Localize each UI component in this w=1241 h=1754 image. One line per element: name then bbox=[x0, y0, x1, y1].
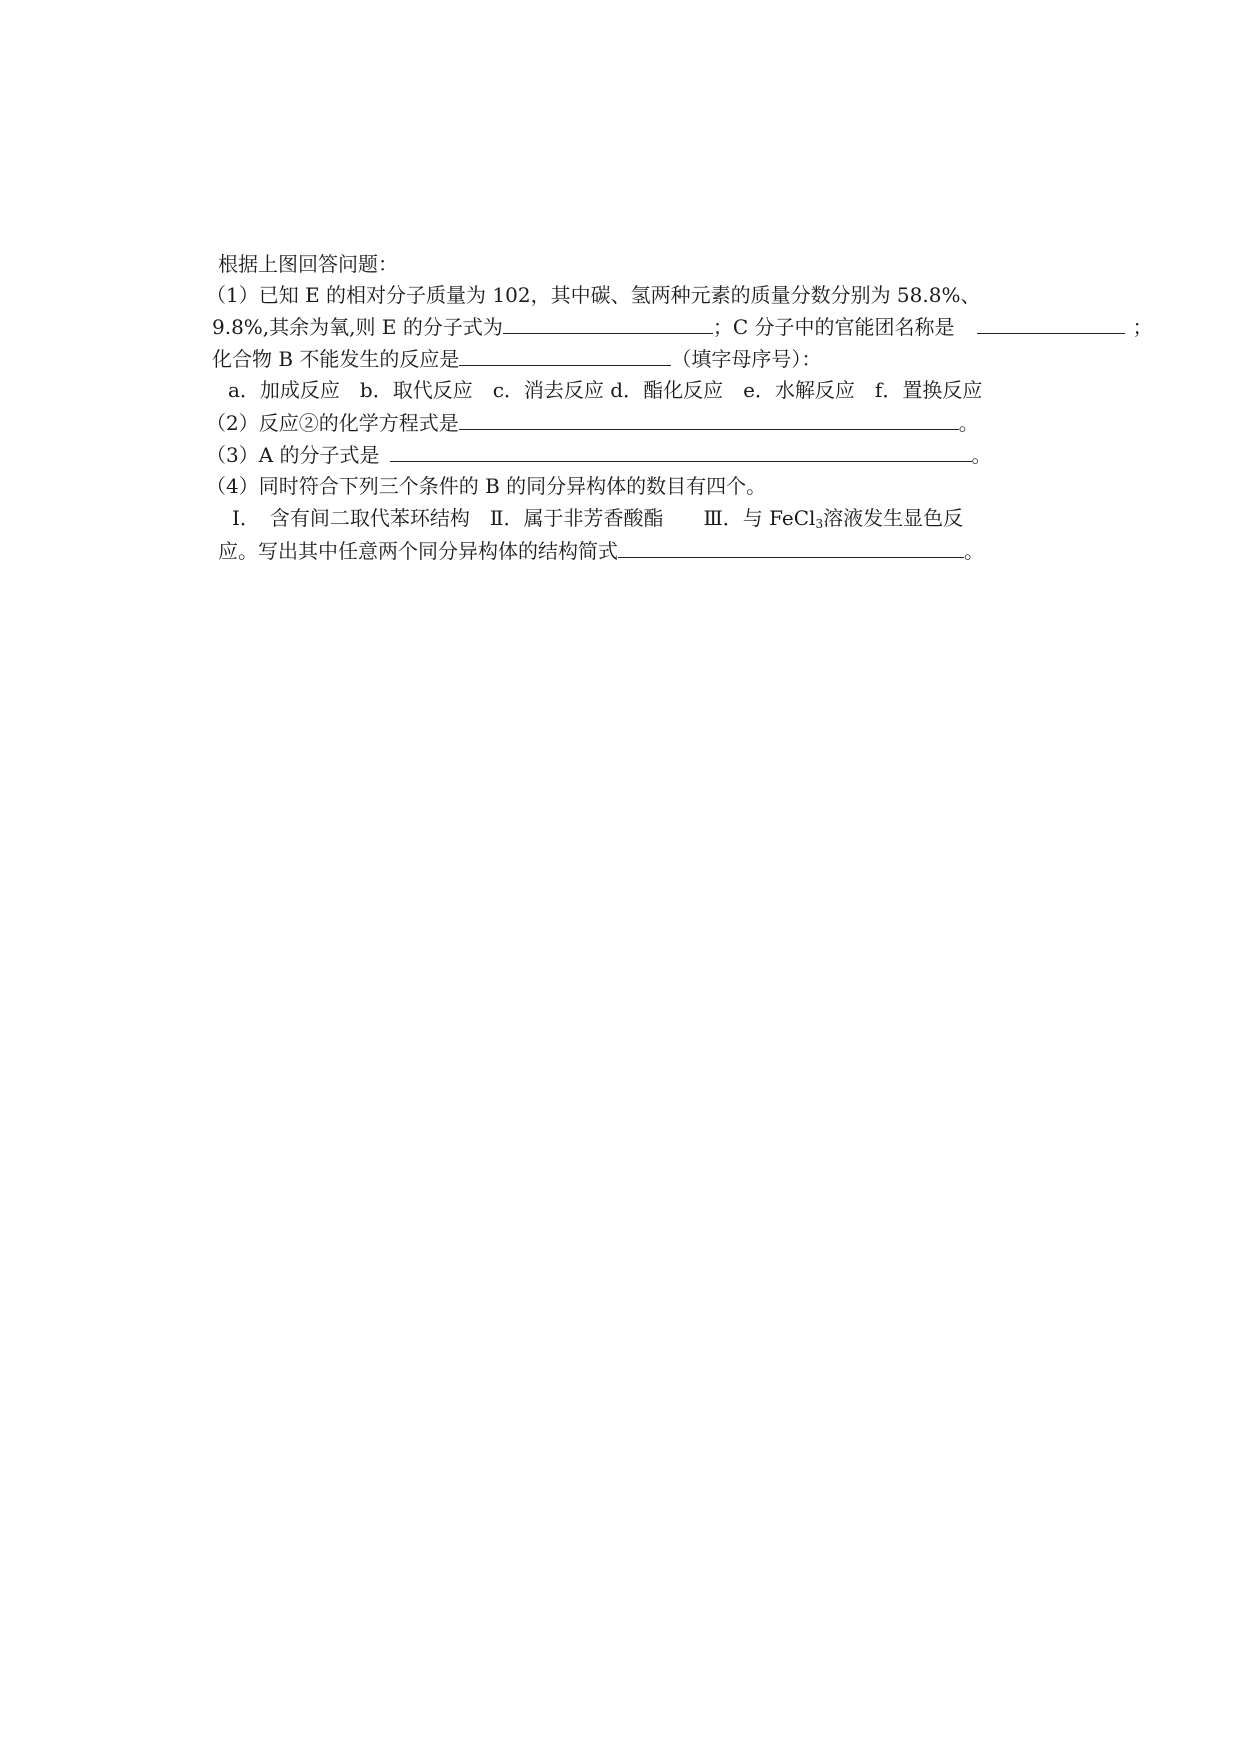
q4-line3-text: 应。写出其中任意两个同分异构体的结构简式 bbox=[218, 539, 618, 563]
q4-conditions bbox=[232, 505, 963, 531]
answer-blank-functional-group[interactable] bbox=[977, 313, 1125, 334]
q2-line bbox=[206, 409, 979, 436]
q1-line3-text-b: （填字母序号）： bbox=[671, 347, 822, 371]
q1-line3-text-a: 化合物 B 不能发生的反应是 bbox=[212, 347, 460, 371]
q1-line1: （1）已知 E 的相对分子质量为 102，其中碳、氢两种元素的质量分数分别为 58.8%、 bbox=[206, 283, 981, 307]
answer-blank-a-formula[interactable] bbox=[390, 441, 972, 462]
q2-text: （2）反应②的化学方程式是 bbox=[206, 411, 459, 435]
answer-blank-isomers[interactable] bbox=[618, 537, 964, 558]
q1-line2-text-a: 9.8%,其余为氧,则 E 的分子式为 bbox=[212, 315, 503, 339]
answer-blank-b-reaction[interactable] bbox=[459, 345, 671, 366]
q1-options: a．加成反应 b．取代反应 c．消去反应 d．酯化反应 e．水解反应 f．置换反应 bbox=[228, 378, 983, 402]
q4-line3 bbox=[218, 537, 984, 564]
intro-text: 根据上图回答问题： bbox=[218, 252, 398, 276]
q1-line2-text-b: ；C 分子中的官能团名称是 bbox=[712, 315, 955, 339]
q4-end: 。 bbox=[964, 539, 984, 563]
answer-blank-equation[interactable] bbox=[459, 409, 959, 430]
q4-cond-text-a: Ⅰ． 含有间二取代苯环结构 Ⅱ．属于非芳香酸酯 Ⅲ．与 FeCl bbox=[232, 506, 816, 530]
q4-line1: （4）同时符合下列三个条件的 B 的同分异构体的数目有四个。 bbox=[206, 474, 767, 498]
q4-cond-subscript: 3 bbox=[815, 517, 824, 531]
answer-blank-e-formula[interactable] bbox=[503, 313, 713, 334]
q1-line3 bbox=[212, 345, 821, 372]
q3-line bbox=[206, 441, 992, 468]
q2-end: 。 bbox=[958, 411, 979, 435]
q3-end: 。 bbox=[971, 443, 992, 467]
q4-cond-text-b: 溶液发生显色反 bbox=[823, 506, 964, 530]
q1-line2 bbox=[212, 313, 1153, 340]
q1-line2-text-c: ； bbox=[1132, 315, 1153, 339]
q3-text: （3）A 的分子式是 bbox=[206, 443, 380, 467]
